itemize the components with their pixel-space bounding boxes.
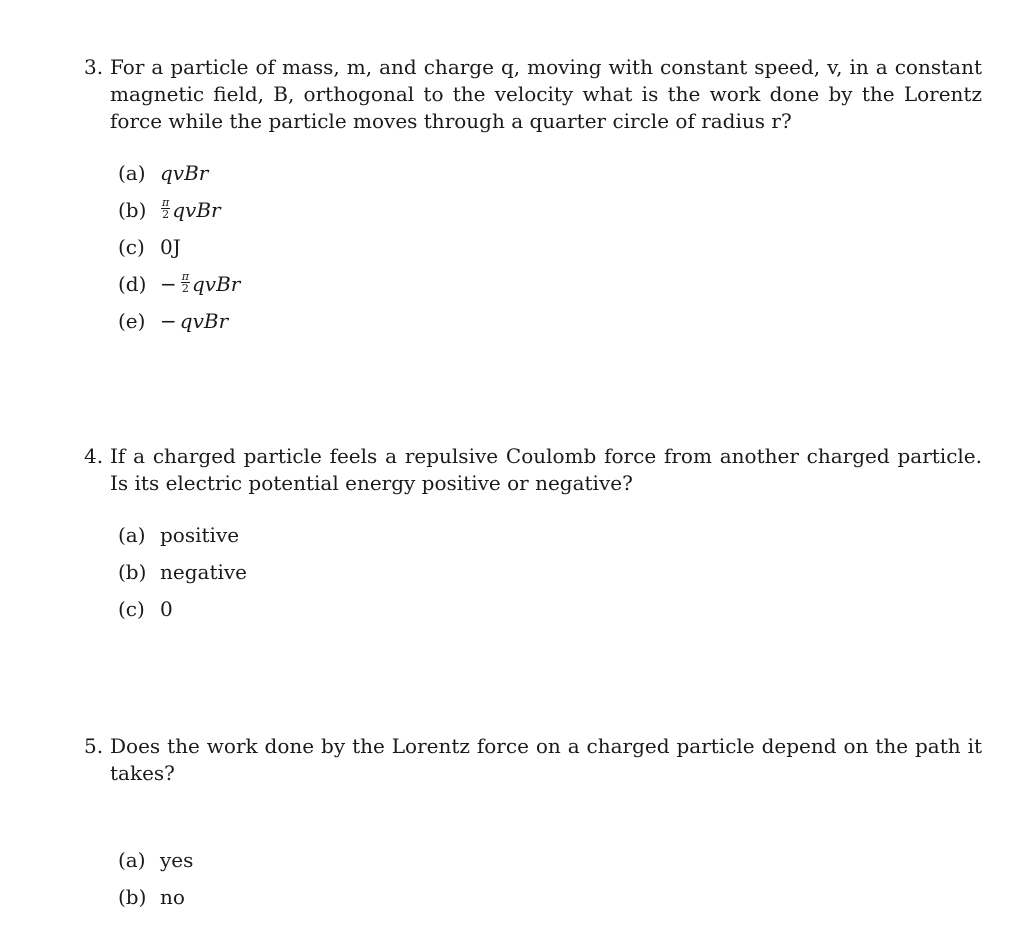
option-label: (a) xyxy=(118,848,146,872)
question-4 xyxy=(84,443,982,628)
option-c[interactable] xyxy=(118,229,982,266)
minus-sign: − xyxy=(160,272,177,296)
question-number: 4. xyxy=(84,444,104,468)
option-e[interactable] xyxy=(118,303,982,340)
pi-over-two-fraction xyxy=(161,197,170,220)
option-a[interactable] xyxy=(118,155,982,192)
question-number: 3. xyxy=(84,55,104,79)
option-label: (d) xyxy=(118,272,147,296)
option-label: (e) xyxy=(118,309,146,333)
option-expression: 0J xyxy=(160,235,181,259)
option-label: (c) xyxy=(118,235,145,259)
option-label: (b) xyxy=(118,885,147,909)
question-number: 5. xyxy=(84,734,104,758)
answer-options xyxy=(118,842,982,916)
option-expression: qvBr xyxy=(192,272,241,296)
question-3 xyxy=(84,54,982,340)
option-expression: qvBr xyxy=(179,309,229,333)
pi-over-two-fraction xyxy=(181,271,190,294)
question-text: Does the work done by the Lorentz force on a charged particle depend on the path it takes? xyxy=(110,734,982,785)
option-expression: negative xyxy=(160,560,248,584)
option-c[interactable] xyxy=(118,591,982,628)
option-expression: yes xyxy=(160,848,194,872)
fraction-denominator: 2 xyxy=(162,208,170,221)
question-text: For a particle of mass, m, and charge q, moving with constant speed, v, in a constant magnetic field, B, orthogonal to the velocity what is the work done by the Lorentz force while the particle moves through a quarter circle of radius r? xyxy=(110,55,982,133)
answer-options xyxy=(118,517,982,628)
option-expression: no xyxy=(160,885,185,909)
fraction-denominator: 2 xyxy=(181,282,189,295)
option-expression: 0 xyxy=(160,597,173,621)
option-label: (b) xyxy=(118,560,147,584)
option-label: (a) xyxy=(118,161,146,185)
option-label: (a) xyxy=(118,523,146,547)
question-5 xyxy=(84,733,982,916)
fraction-numerator: π xyxy=(162,196,170,209)
option-b[interactable] xyxy=(118,879,982,916)
answer-options xyxy=(118,155,982,340)
question-text: If a charged particle feels a repulsive Coulomb force from another charged particle. Is its electric potential energy positive or negative? xyxy=(110,444,982,495)
option-expression: positive xyxy=(160,523,240,547)
option-expression: qvBr xyxy=(160,161,209,185)
option-label: (c) xyxy=(118,597,145,621)
option-label: (b) xyxy=(118,198,147,222)
option-a[interactable] xyxy=(118,517,982,554)
option-b[interactable] xyxy=(118,554,982,591)
option-a[interactable] xyxy=(118,842,982,879)
option-b[interactable] xyxy=(118,192,982,229)
fraction-numerator: π xyxy=(181,270,189,283)
option-expression: qvBr xyxy=(172,198,221,222)
minus-sign: − xyxy=(160,309,177,333)
option-d[interactable] xyxy=(118,266,982,303)
